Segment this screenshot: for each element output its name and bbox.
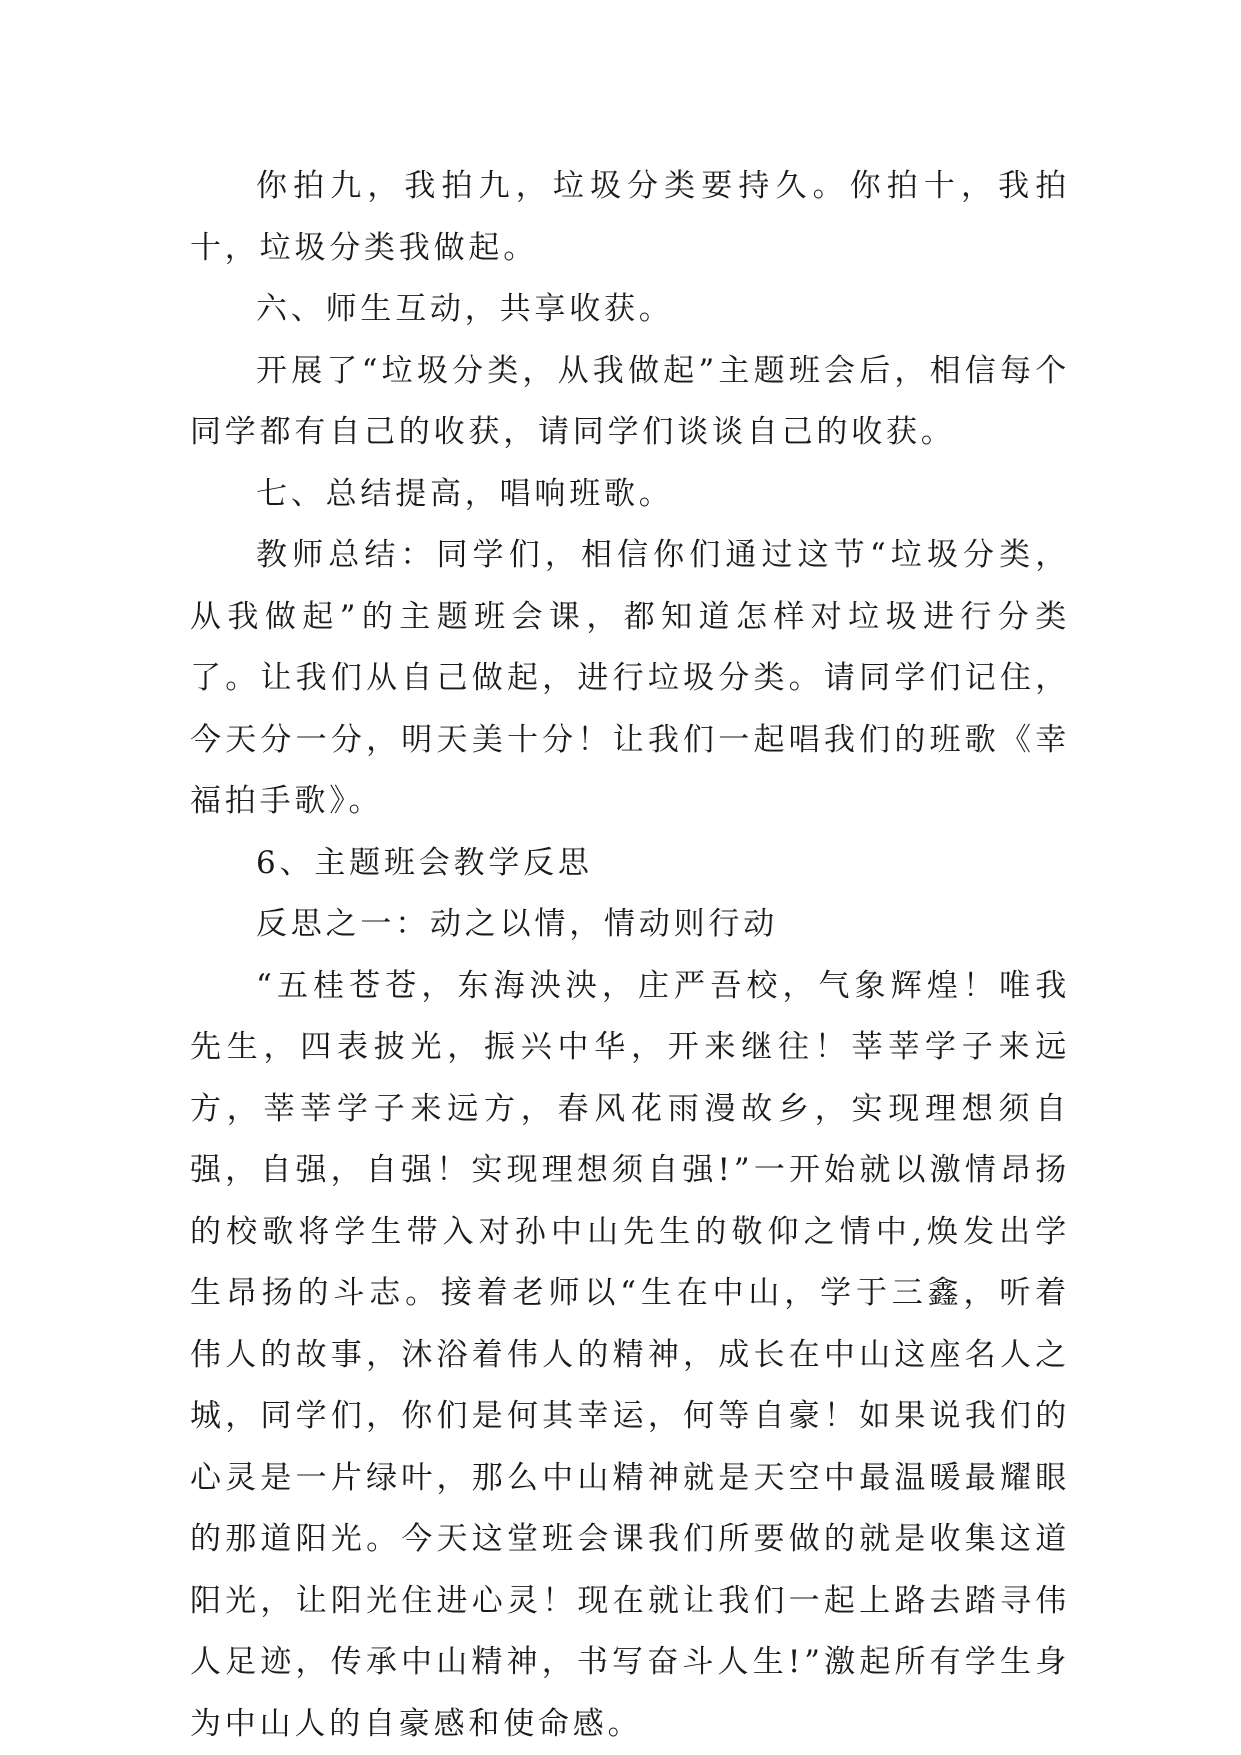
section-heading-six: 六、师生互动，共享收获。 (190, 279, 1070, 341)
paragraph-school-song: “五桂苍苍，东海泱泱，庄严吾校，气象辉煌！唯我先生，四表披光，振兴中华，开来继往！莘莘学子来远方，莘莘学子来远方，春风花雨漫故乡，实现理想须自强，自强，自强！实现理想须自强!”一开始就以激情昂扬的校歌将学生带入对孙中山先生的敬仰之情中,焕发出学生昂扬的斗志。接着老师以“生在中山，学于三鑫，听着伟人的故事，沐浴着伟人的精神，成长在中山这座名人之城，同学们，你们是何其幸运，何等自豪！如果说我们的心灵是一片绿叶，那么中山精神就是天空中最温暖最耀眼的那道阳光。今天这堂班会课我们所要做的就是收集这道阳光，让阳光住进心灵！现在就让我们一起上路去踏寻伟人足迹，传承中山精神，书写奋斗人生!”激起所有学生身为中山人的自豪感和使命感。 (190, 956, 1070, 1755)
document-body (190, 156, 1070, 1755)
section-heading-seven: 七、总结提高，唱响班歌。 (190, 464, 1070, 526)
section-heading-reflection: 6、主题班会教学反思 (190, 833, 1070, 895)
paragraph-clapping-rhyme: 你拍九，我拍九，垃圾分类要持久。你拍十，我拍十，垃圾分类我做起。 (190, 156, 1070, 279)
paragraph-teacher-summary: 教师总结：同学们，相信你们通过这节“垃圾分类，从我做起”的主题班会课，都知道怎样对垃圾进行分类了。让我们从自己做起，进行垃圾分类。请同学们记住，今天分一分，明天美十分！让我们一起唱我们的班歌《幸福拍手歌》。 (190, 525, 1070, 833)
subheading-reflection-one: 反思之一：动之以情，情动则行动 (190, 894, 1070, 956)
paragraph-sharing-gains: 开展了“垃圾分类，从我做起”主题班会后，相信每个同学都有自己的收获，请同学们谈谈自己的收获。 (190, 341, 1070, 464)
